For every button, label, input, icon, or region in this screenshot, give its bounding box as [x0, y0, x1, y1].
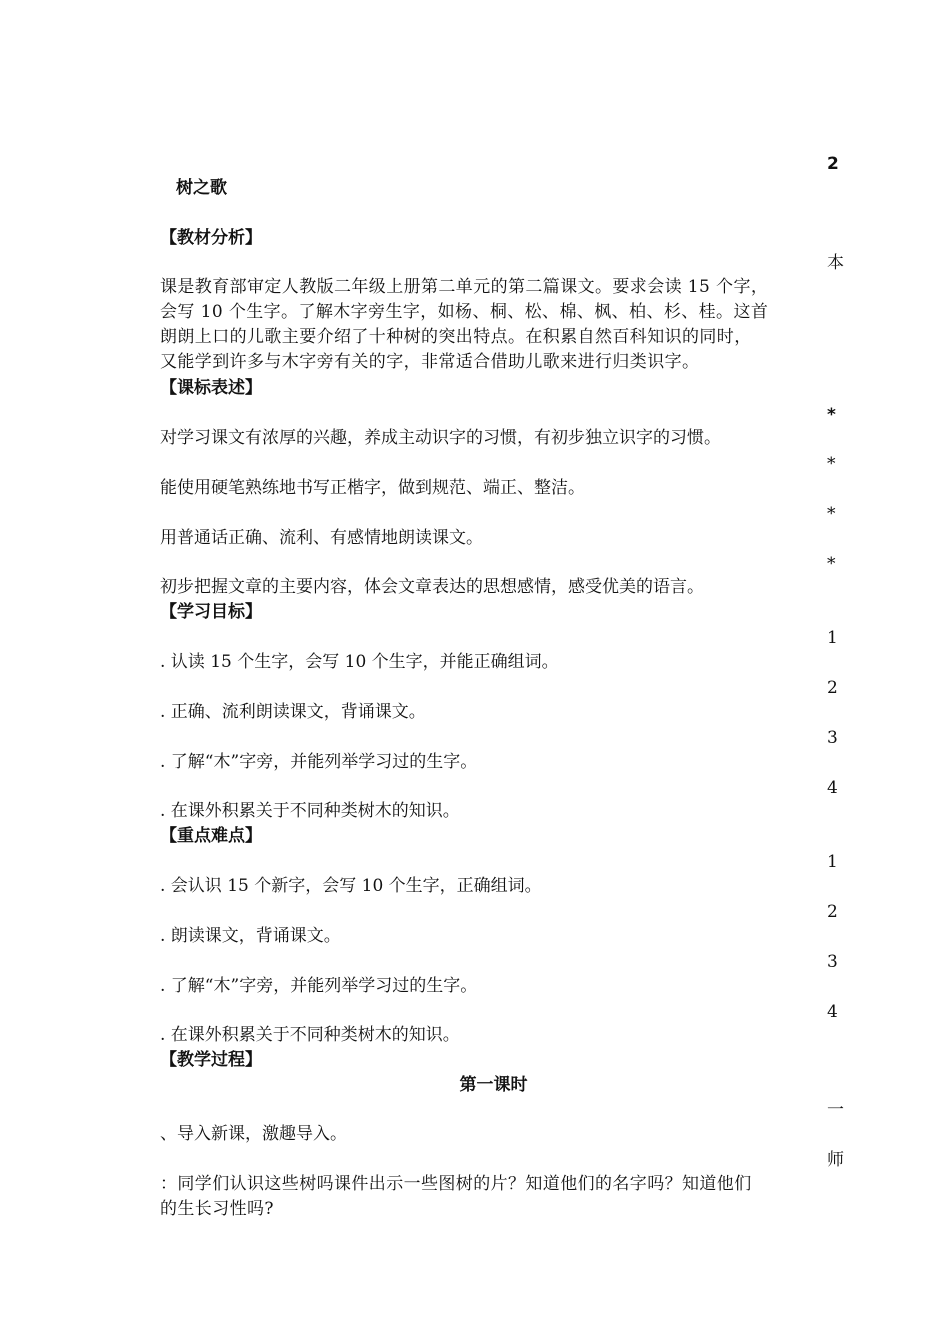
process-step-1: 、导入新课，激趣导入。: [160, 1124, 347, 1144]
margin-char-yi: 一: [827, 1100, 844, 1120]
key-point-item-4: . 在课外积累关于不同种类树木的知识。: [160, 1025, 460, 1045]
goal-item-3: . 了解“木”字旁，并能列举学习过的生字。: [160, 752, 478, 772]
standard-item-4: 初步把握文章的主要内容，体会文章表达的思想感情，感受优美的语言。: [160, 577, 704, 597]
goal-number-2: 2: [827, 678, 838, 698]
key-point-item-2: . 朗读课文，背诵课文。: [160, 926, 341, 946]
standard-item-2: 能使用硬笔熟练地书写正楷字，做到规范、端正、整洁。: [160, 478, 585, 498]
standard-item-3: 用普通话正确、流利、有感情地朗读课文。: [160, 528, 483, 548]
margin-char-ben: 本: [827, 253, 844, 273]
goal-number-3: 3: [827, 728, 838, 748]
key-number-1: 1: [827, 852, 838, 872]
goal-item-1: . 认读 15 个生字，会写 10 个生字，并能正确组词。: [160, 652, 559, 672]
margin-star-3: *: [827, 504, 836, 524]
section-heading-analysis: 【教材分析】: [160, 228, 262, 248]
analysis-line-3: 朗朗上口的儿歌主要介绍了十种树的突出特点。在积累自然百科知识的同时，: [160, 327, 752, 347]
section-heading-key-points: 【重点难点】: [160, 826, 262, 846]
margin-star-4: *: [827, 554, 836, 574]
margin-char-shi: 师: [827, 1150, 844, 1170]
lesson-title: 第一课时: [459, 1075, 528, 1095]
goal-number-1: 1: [827, 628, 838, 648]
margin-star-2: *: [827, 454, 836, 474]
goal-item-4: . 在课外积累关于不同种类树木的知识。: [160, 801, 460, 821]
analysis-line-2: 会写 10 个生字。了解木字旁生字，如杨、桐、松、棉、枫、柏、杉、桂。这首: [160, 302, 769, 322]
page-title: 树之歌: [176, 178, 227, 198]
key-number-3: 3: [827, 952, 838, 972]
margin-star-1: *: [827, 405, 836, 425]
key-number-4: 4: [827, 1002, 838, 1022]
key-point-item-3: . 了解“木”字旁，并能列举学习过的生字。: [160, 976, 478, 996]
section-heading-process: 【教学过程】: [160, 1050, 262, 1070]
key-number-2: 2: [827, 902, 838, 922]
goal-number-4: 4: [827, 778, 838, 798]
goal-item-2: . 正确、流利朗读课文，背诵课文。: [160, 702, 426, 722]
analysis-line-1: 课是教育部审定人教版二年级上册第二单元的第二篇课文。要求会读 15 个字，: [160, 277, 769, 297]
section-heading-goals: 【学习目标】: [160, 602, 262, 622]
teacher-line-2: 的生长习性吗?: [160, 1199, 274, 1219]
section-heading-standards: 【课标表述】: [160, 378, 262, 398]
standard-item-1: 对学习课文有浓厚的兴趣，养成主动识字的习惯，有初步独立识字的习惯。: [160, 428, 721, 448]
analysis-line-4: 又能学到许多与木字旁有关的字，非常适合借助儿歌来进行归类识字。: [160, 352, 700, 372]
key-point-item-1: . 会认识 15 个新字，会写 10 个生字，正确组词。: [160, 876, 542, 896]
lesson-number: 2: [827, 154, 839, 174]
teacher-line-1: ：同学们认识这些树吗课件出示一些图树的片？知道他们的名字吗？知道他们: [160, 1174, 752, 1194]
